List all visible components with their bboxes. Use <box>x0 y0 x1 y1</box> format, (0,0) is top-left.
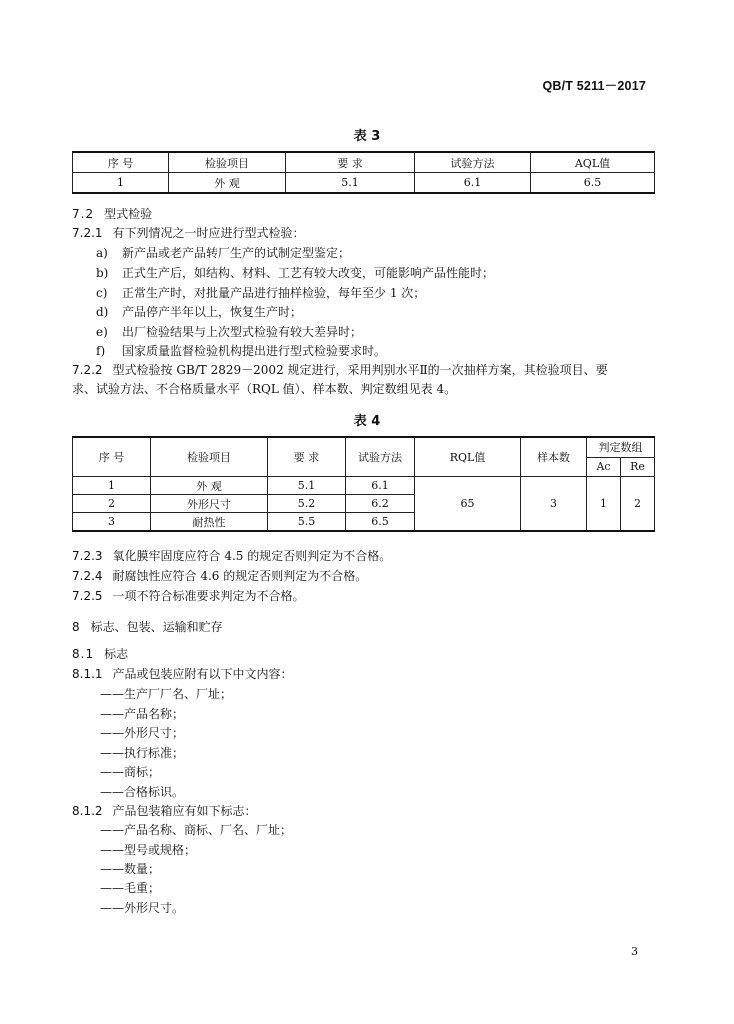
table4-header-item: 检验项目 <box>151 437 268 477</box>
table4-cell-ac: 1 <box>587 477 621 532</box>
table3-header-row <box>73 152 655 173</box>
list-item: ——外形尺寸。 <box>100 901 185 915</box>
table4-cell-rql: 65 <box>415 477 521 532</box>
section-title: 标志 <box>104 647 129 661</box>
clause-number: 7.2.5 <box>72 589 103 603</box>
list-item <box>96 245 350 261</box>
clause-7-2-5 <box>72 588 305 604</box>
table3-cell-item: 外 观 <box>169 173 286 194</box>
clause-text: 耐腐蚀性应符合 4.6 的规定否则判定为不合格。 <box>112 569 368 583</box>
table3-header-aql: AQL值 <box>531 152 655 173</box>
clause-number: 7.2.3 <box>72 549 103 563</box>
table4-cell-req: 5.1 <box>268 477 346 495</box>
list-item: ——产品名称、商标、厂名、厂址； <box>100 823 293 837</box>
list-item: ——数量； <box>100 862 161 876</box>
list-mark: d) <box>96 305 109 319</box>
table4-header-seq: 序 号 <box>73 437 151 477</box>
table3-cell-req: 5.1 <box>286 173 415 194</box>
list-mark: b) <box>96 266 109 280</box>
section-number: 8 <box>72 620 81 634</box>
table3-cell-aql: 6.5 <box>531 173 655 194</box>
clause-number: 7.2.2 <box>72 363 103 377</box>
list-text: 新产品或老产品转厂生产的试制定型鉴定； <box>122 246 351 260</box>
table4-header-sample: 样本数 <box>521 437 587 477</box>
table4-cell-req: 5.2 <box>268 495 346 513</box>
standard-number: QB/T 5211－2017 <box>542 79 646 93</box>
clause-text: 氧化膜牢固度应符合 4.5 的规定否则判定为不合格。 <box>112 549 392 563</box>
clause-text: 型式检验按 GB/T 2829－2002 规定进行，采用判别水平Ⅱ的一次抽样方案，其检验项目、要 <box>112 363 608 377</box>
table4-cell-item: 外 观 <box>151 477 268 495</box>
list-mark: a) <box>96 246 108 260</box>
table4-cell-method: 6.2 <box>346 495 415 513</box>
list-item: ——毛重； <box>100 881 161 895</box>
list-text: 出厂检验结果与上次型式检验有较大差异时； <box>122 325 363 339</box>
section-8-heading <box>72 619 223 635</box>
section-8-1-heading <box>72 646 128 662</box>
table-row <box>73 173 655 194</box>
table4-cell-seq: 2 <box>73 495 151 513</box>
table4-cell-seq: 3 <box>73 513 151 532</box>
table4-header-ac: Ac <box>587 457 621 476</box>
list-item: ——产品名称； <box>100 707 185 721</box>
table4-cell-method: 6.1 <box>346 477 415 495</box>
table4-cell-item: 耐热性 <box>151 513 268 532</box>
list-item: ——型号或规格； <box>100 843 197 857</box>
table4-cell-re: 2 <box>621 477 655 532</box>
table4-cell-req: 5.5 <box>268 513 346 532</box>
list-item <box>96 304 302 320</box>
table4-cell-sample: 3 <box>521 477 587 532</box>
table3-cell-method: 6.1 <box>415 173 531 194</box>
table4-header-req: 要 求 <box>268 437 346 477</box>
list-mark: f) <box>96 344 106 358</box>
clause-7-2-3 <box>72 548 391 564</box>
clause-number: 7.2.4 <box>72 569 103 583</box>
list-item: ——执行标准； <box>100 746 185 760</box>
table3-header-req: 要 求 <box>286 152 415 173</box>
list-item: ——外形尺寸； <box>100 726 185 740</box>
list-mark: c) <box>96 286 108 300</box>
clause-text: 产品或包装应附有以下中文内容： <box>112 667 293 681</box>
list-item: ——商标； <box>100 765 161 779</box>
clause-8-1-1 <box>72 666 293 682</box>
table4 <box>72 436 655 532</box>
table4-caption: 表 4 <box>353 414 381 429</box>
clause-text: 有下列情况之一时应进行型式检验： <box>112 226 305 240</box>
list-item <box>96 324 362 340</box>
list-text: 国家质量监督检验机构提出进行型式检验要求时。 <box>122 344 387 358</box>
table3-header-seq: 序 号 <box>73 152 169 173</box>
clause-7-2-4 <box>72 568 367 584</box>
section-title: 标志、包装、运输和贮存 <box>90 620 223 634</box>
table3-caption: 表 3 <box>353 129 381 144</box>
clause-8-1-2 <box>72 803 257 819</box>
section-number: 7.2 <box>72 207 95 221</box>
table4-cell-seq: 1 <box>73 477 151 495</box>
list-item <box>96 343 386 359</box>
list-text: 正式生产后，如结构、材料、工艺有较大改变，可能影响产品性能时； <box>122 266 495 280</box>
clause-number: 8.1.1 <box>72 667 103 681</box>
clause-text: 产品包装箱应有如下标志： <box>112 804 257 818</box>
table3-cell-seq: 1 <box>73 173 169 194</box>
clause-number: 7.2.1 <box>72 226 103 240</box>
list-item <box>96 285 425 301</box>
list-text: 产品停产半年以上，恢复生产时； <box>122 305 303 319</box>
list-text: 正常生产时，对批量产品进行抽样检验，每年至少 1 次； <box>122 286 426 300</box>
table4-cell-item: 外形尺寸 <box>151 495 268 513</box>
section-title: 型式检验 <box>104 207 153 221</box>
section-7-2-heading <box>72 206 152 222</box>
table4-cell-method: 6.5 <box>346 513 415 532</box>
clause-7-2-1 <box>72 225 305 241</box>
clause-number: 8.1.2 <box>72 804 103 818</box>
clause-7-2-2-line1 <box>72 362 608 378</box>
table3-header-item: 检验项目 <box>169 152 286 173</box>
table4-header-method: 试验方法 <box>346 437 415 477</box>
table4-header-rql: RQL值 <box>415 437 521 477</box>
table3-header-method: 试验方法 <box>415 152 531 173</box>
list-item: ——合格标识。 <box>100 785 185 799</box>
table4-header-judge: 判定数组 <box>587 437 655 457</box>
page-number: 3 <box>631 945 638 958</box>
clause-7-2-2-line2: 求、试验方法、不合格质量水平（RQL 值）、样本数、判定数组见表 4。 <box>72 382 457 396</box>
list-item <box>96 265 494 281</box>
section-number: 8.1 <box>72 647 95 661</box>
table4-header-re: Re <box>621 457 655 476</box>
clause-text: 一项不符合标准要求判定为不合格。 <box>112 589 305 603</box>
table-row <box>73 477 655 495</box>
table4-header-row <box>73 437 655 457</box>
list-mark: e) <box>96 325 108 339</box>
list-item: ——生产厂厂名、厂址； <box>100 687 233 701</box>
table3 <box>72 151 655 194</box>
